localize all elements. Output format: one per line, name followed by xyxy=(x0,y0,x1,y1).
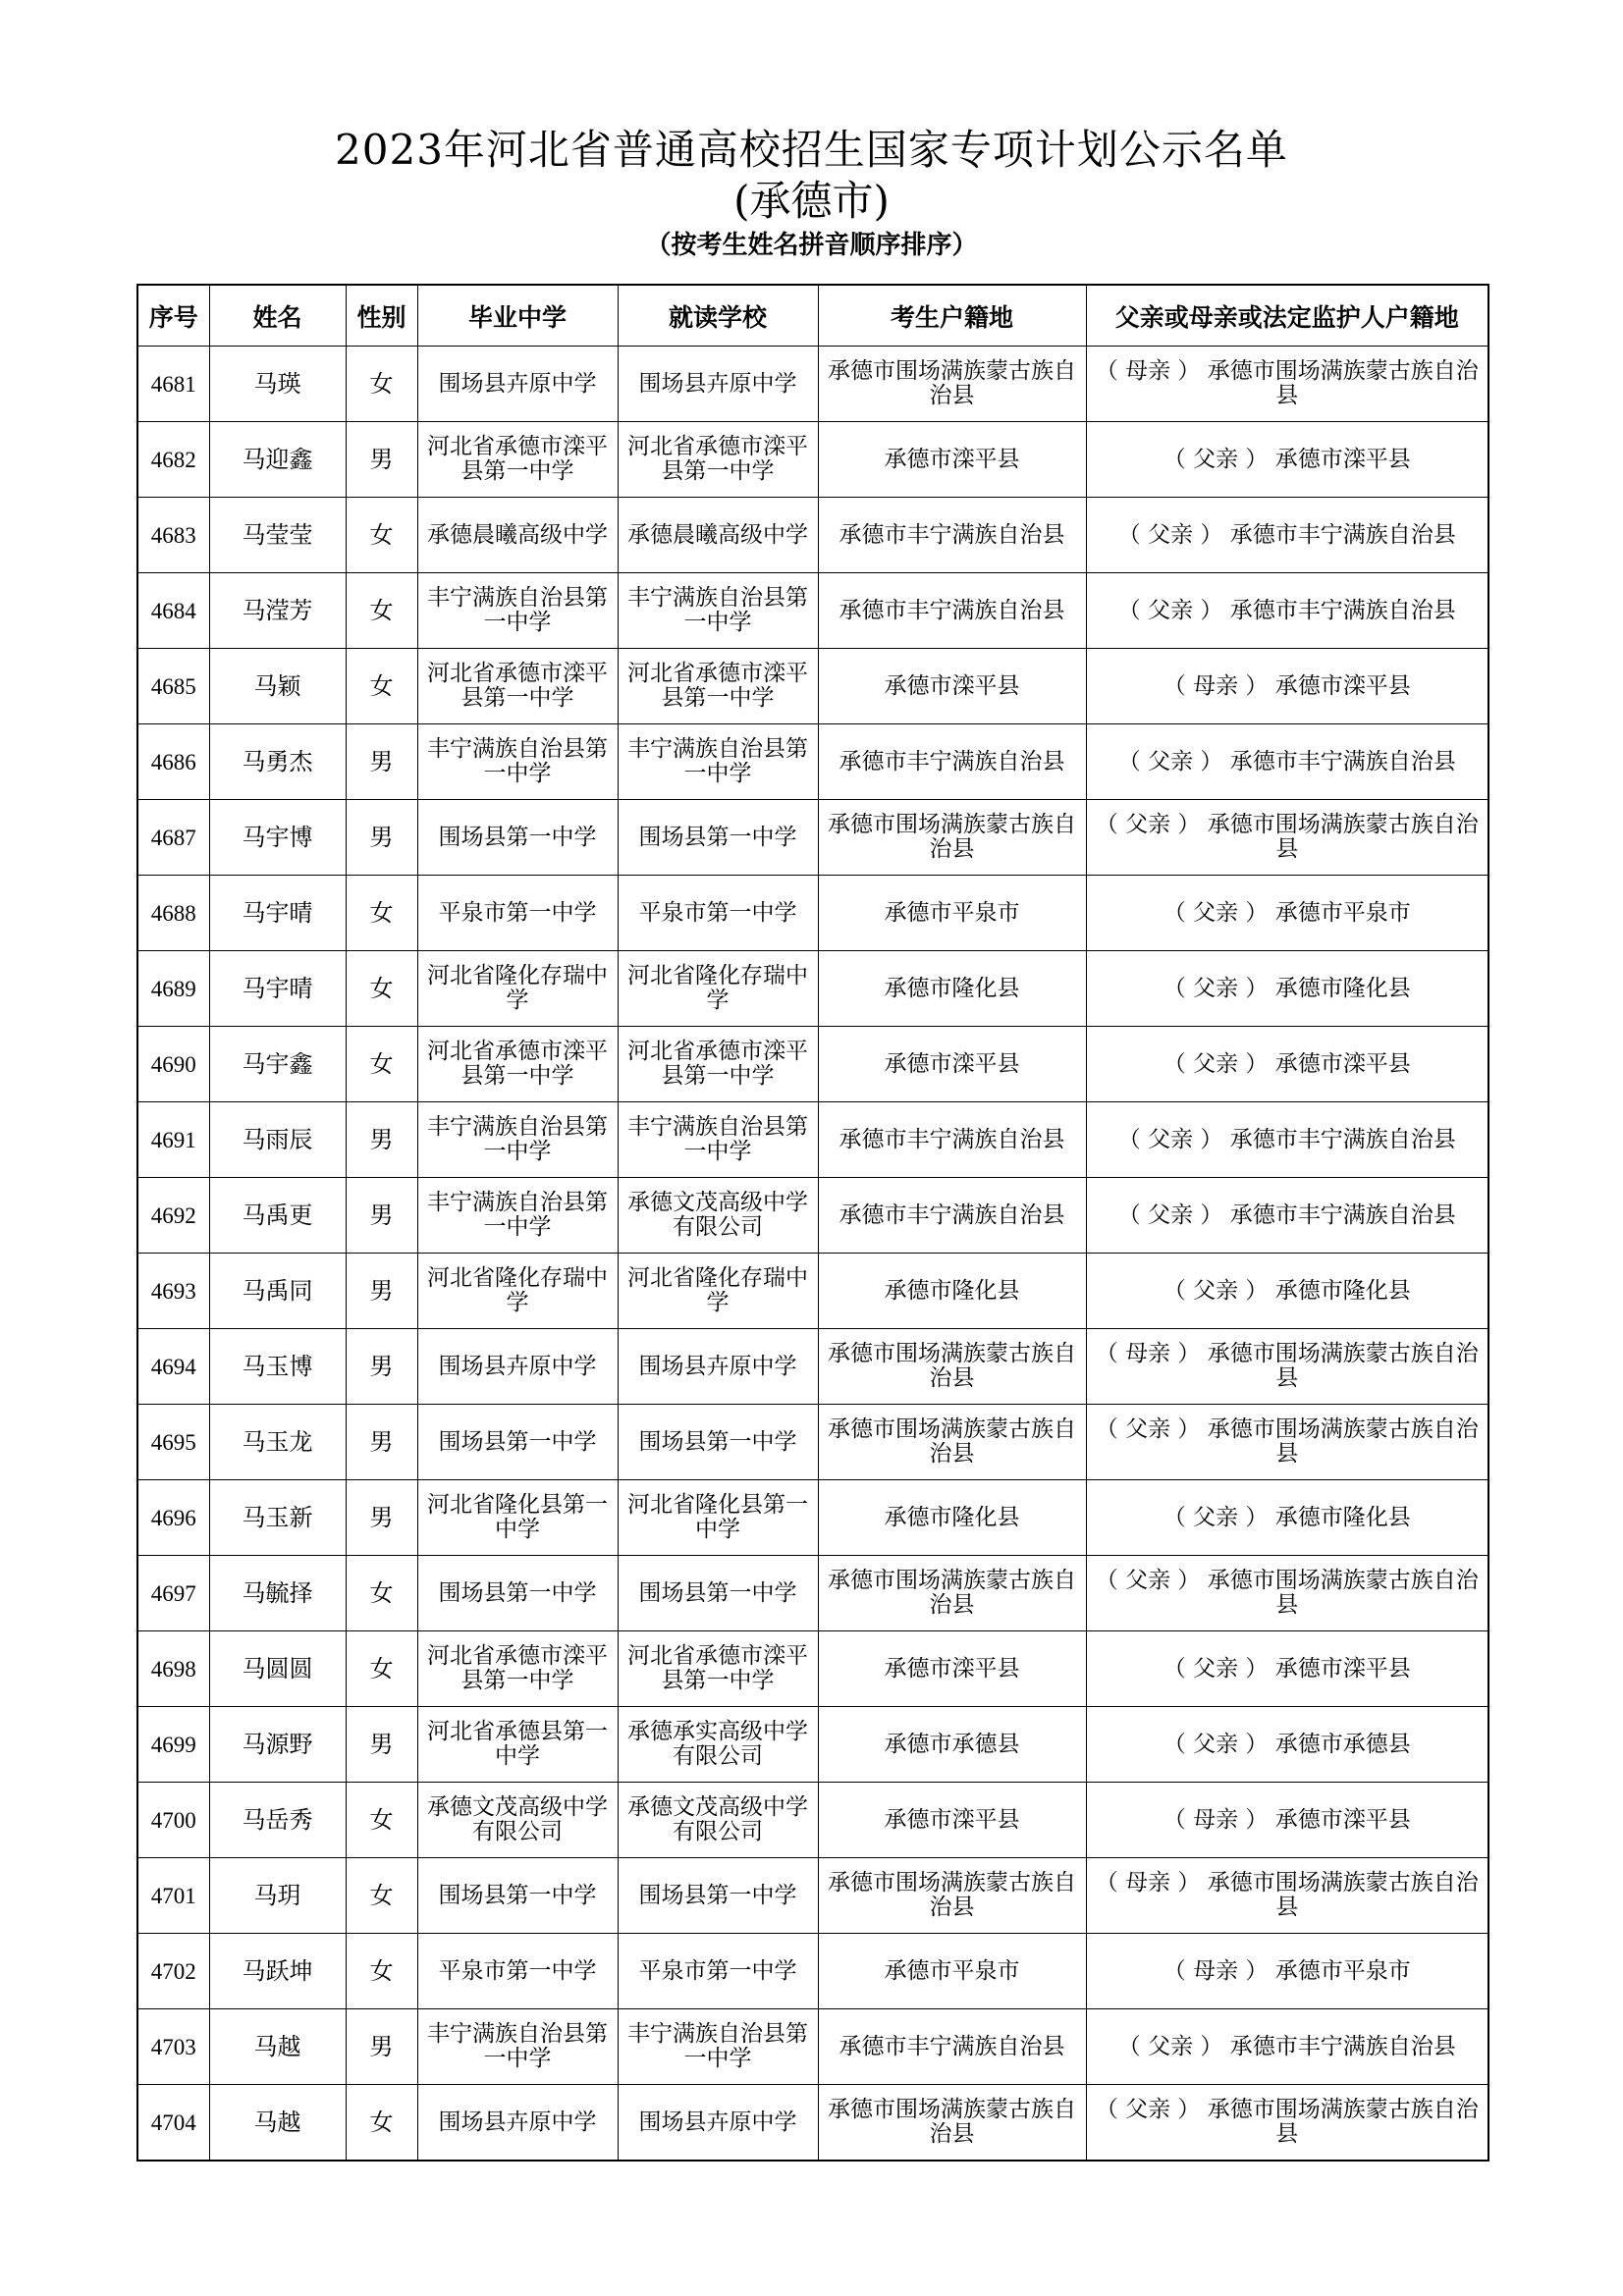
cell-seq: 4704 xyxy=(137,2085,209,2162)
cell-name: 马源野 xyxy=(209,1707,346,1783)
cell-hukou: 承德市丰宁满族自治县 xyxy=(818,2009,1086,2085)
cell-grad-school: 承德晨曦高级中学 xyxy=(417,498,618,573)
cell-current-school: 承德承实高级中学有限公司 xyxy=(618,1707,818,1783)
cell-seq: 4690 xyxy=(137,1027,209,1102)
cell-hukou: 承德市滦平县 xyxy=(818,1631,1086,1707)
cell-grad-school: 丰宁满族自治县第一中学 xyxy=(417,1178,618,1254)
cell-current-school: 丰宁满族自治县第一中学 xyxy=(618,573,818,649)
cell-hukou: 承德市滦平县 xyxy=(818,1027,1086,1102)
cell-guardian-hukou: （ 父亲 ） 承德市丰宁满族自治县 xyxy=(1086,1102,1488,1178)
cell-gender: 女 xyxy=(346,1631,417,1707)
table-row xyxy=(137,724,1488,800)
table-row xyxy=(137,1027,1488,1102)
cell-hukou: 承德市丰宁满族自治县 xyxy=(818,724,1086,800)
cell-current-school: 平泉市第一中学 xyxy=(618,876,818,951)
table-row xyxy=(137,1254,1488,1329)
table-row xyxy=(137,1480,1488,1556)
cell-seq: 4681 xyxy=(137,347,209,422)
cell-seq: 4695 xyxy=(137,1405,209,1480)
header-grad-school: 毕业中学 xyxy=(417,285,618,347)
cell-hukou: 承德市隆化县 xyxy=(818,1480,1086,1556)
cell-seq: 4692 xyxy=(137,1178,209,1254)
cell-seq: 4683 xyxy=(137,498,209,573)
cell-name: 马玉新 xyxy=(209,1480,346,1556)
cell-current-school: 丰宁满族自治县第一中学 xyxy=(618,724,818,800)
cell-guardian-hukou: （ 母亲 ） 承德市围场满族蒙古族自治县 xyxy=(1086,1329,1488,1405)
header-current-school: 就读学校 xyxy=(618,285,818,347)
table-row xyxy=(137,1858,1488,1934)
cell-guardian-hukou: （ 父亲 ） 承德市丰宁满族自治县 xyxy=(1086,2009,1488,2085)
cell-name: 马勇杰 xyxy=(209,724,346,800)
cell-hukou: 承德市平泉市 xyxy=(818,876,1086,951)
sort-note: （按考生姓名拼音顺序排序） xyxy=(645,231,978,260)
cell-guardian-hukou: （ 父亲 ） 承德市滦平县 xyxy=(1086,1631,1488,1707)
table-row xyxy=(137,1631,1488,1707)
cell-current-school: 河北省承德市滦平县第一中学 xyxy=(618,422,818,498)
cell-seq: 4682 xyxy=(137,422,209,498)
cell-name: 马越 xyxy=(209,2085,346,2162)
table-row xyxy=(137,800,1488,876)
cell-grad-school: 围场县卉原中学 xyxy=(417,347,618,422)
cell-grad-school: 河北省承德市滦平县第一中学 xyxy=(417,649,618,724)
table-row xyxy=(137,1934,1488,2009)
cell-grad-school: 河北省承德县第一中学 xyxy=(417,1707,618,1783)
cell-name: 马禹更 xyxy=(209,1178,346,1254)
cell-guardian-hukou: （ 母亲 ） 承德市围场满族蒙古族自治县 xyxy=(1086,347,1488,422)
cell-gender: 女 xyxy=(346,573,417,649)
cell-current-school: 围场县第一中学 xyxy=(618,1858,818,1934)
cell-grad-school: 围场县第一中学 xyxy=(417,1858,618,1934)
cell-grad-school: 河北省承德市滦平县第一中学 xyxy=(417,422,618,498)
cell-name: 马迎鑫 xyxy=(209,422,346,498)
cell-gender: 女 xyxy=(346,1027,417,1102)
cell-current-school: 围场县第一中学 xyxy=(618,1556,818,1631)
cell-name: 马颖 xyxy=(209,649,346,724)
cell-hukou: 承德市隆化县 xyxy=(818,951,1086,1027)
cell-grad-school: 围场县卉原中学 xyxy=(417,2085,618,2162)
cell-seq: 4701 xyxy=(137,1858,209,1934)
cell-name: 马宇晴 xyxy=(209,876,346,951)
cell-seq: 4697 xyxy=(137,1556,209,1631)
cell-hukou: 承德市围场满族蒙古族自治县 xyxy=(818,1329,1086,1405)
cell-hukou: 承德市丰宁满族自治县 xyxy=(818,573,1086,649)
cell-gender: 男 xyxy=(346,800,417,876)
table-row xyxy=(137,422,1488,498)
table-row xyxy=(137,951,1488,1027)
header-hukou: 考生户籍地 xyxy=(818,285,1086,347)
cell-name: 马莹莹 xyxy=(209,498,346,573)
cell-guardian-hukou: （ 父亲 ） 承德市围场满族蒙古族自治县 xyxy=(1086,1405,1488,1480)
cell-hukou: 承德市丰宁满族自治县 xyxy=(818,498,1086,573)
cell-guardian-hukou: （ 父亲 ） 承德市滦平县 xyxy=(1086,422,1488,498)
table-row xyxy=(137,1405,1488,1480)
table-row xyxy=(137,1329,1488,1405)
cell-gender: 女 xyxy=(346,498,417,573)
cell-name: 马宇鑫 xyxy=(209,1027,346,1102)
cell-name: 马禹同 xyxy=(209,1254,346,1329)
cell-name: 马岳秀 xyxy=(209,1783,346,1858)
cell-hukou: 承德市滦平县 xyxy=(818,422,1086,498)
cell-guardian-hukou: （ 母亲 ） 承德市滦平县 xyxy=(1086,649,1488,724)
cell-grad-school: 承德文茂高级中学有限公司 xyxy=(417,1783,618,1858)
cell-seq: 4685 xyxy=(137,649,209,724)
cell-grad-school: 丰宁满族自治县第一中学 xyxy=(417,2009,618,2085)
cell-guardian-hukou: （ 父亲 ） 承德市丰宁满族自治县 xyxy=(1086,724,1488,800)
cell-grad-school: 围场县卉原中学 xyxy=(417,1329,618,1405)
cell-guardian-hukou: （ 母亲 ） 承德市滦平县 xyxy=(1086,1783,1488,1858)
cell-grad-school: 河北省隆化存瑞中学 xyxy=(417,1254,618,1329)
table-row xyxy=(137,347,1488,422)
cell-gender: 女 xyxy=(346,876,417,951)
cell-grad-school: 丰宁满族自治县第一中学 xyxy=(417,573,618,649)
cell-gender: 女 xyxy=(346,1556,417,1631)
cell-current-school: 丰宁满族自治县第一中学 xyxy=(618,2009,818,2085)
cell-grad-school: 河北省隆化县第一中学 xyxy=(417,1480,618,1556)
cell-hukou: 承德市滦平县 xyxy=(818,649,1086,724)
cell-current-school: 河北省承德市滦平县第一中学 xyxy=(618,1631,818,1707)
cell-hukou: 承德市围场满族蒙古族自治县 xyxy=(818,800,1086,876)
cell-grad-school: 河北省承德市滦平县第一中学 xyxy=(417,1631,618,1707)
cell-hukou: 承德市围场满族蒙古族自治县 xyxy=(818,347,1086,422)
cell-current-school: 承德文茂高级中学有限公司 xyxy=(618,1178,818,1254)
cell-guardian-hukou: （ 父亲 ） 承德市围场满族蒙古族自治县 xyxy=(1086,2085,1488,2162)
table-row xyxy=(137,1783,1488,1858)
cell-name: 马雨辰 xyxy=(209,1102,346,1178)
table-row xyxy=(137,2085,1488,2162)
cell-name: 马玥 xyxy=(209,1858,346,1934)
cell-grad-school: 河北省隆化存瑞中学 xyxy=(417,951,618,1027)
cell-name: 马圆圆 xyxy=(209,1631,346,1707)
cell-hukou: 承德市丰宁满族自治县 xyxy=(818,1102,1086,1178)
cell-hukou: 承德市滦平县 xyxy=(818,1783,1086,1858)
table-row xyxy=(137,498,1488,573)
cell-current-school: 河北省承德市滦平县第一中学 xyxy=(618,649,818,724)
cell-gender: 女 xyxy=(346,1783,417,1858)
cell-seq: 4694 xyxy=(137,1329,209,1405)
table-row xyxy=(137,1707,1488,1783)
header-guardian-hukou: 父亲或母亲或法定监护人户籍地 xyxy=(1086,285,1488,347)
cell-current-school: 丰宁满族自治县第一中学 xyxy=(618,1102,818,1178)
cell-name: 马越 xyxy=(209,2009,346,2085)
cell-current-school: 平泉市第一中学 xyxy=(618,1934,818,2009)
cell-seq: 4703 xyxy=(137,2009,209,2085)
cell-grad-school: 丰宁满族自治县第一中学 xyxy=(417,724,618,800)
cell-seq: 4699 xyxy=(137,1707,209,1783)
cell-guardian-hukou: （ 父亲 ） 承德市丰宁满族自治县 xyxy=(1086,498,1488,573)
page-subtitle: (承德市) xyxy=(733,177,890,225)
cell-gender: 女 xyxy=(346,1934,417,2009)
cell-gender: 男 xyxy=(346,422,417,498)
cell-grad-school: 围场县第一中学 xyxy=(417,1556,618,1631)
header-seq: 序号 xyxy=(137,285,209,347)
cell-current-school: 河北省承德市滦平县第一中学 xyxy=(618,1027,818,1102)
header-gender: 性别 xyxy=(346,285,417,347)
cell-seq: 4689 xyxy=(137,951,209,1027)
cell-seq: 4687 xyxy=(137,800,209,876)
cell-grad-school: 围场县第一中学 xyxy=(417,1405,618,1480)
cell-seq: 4693 xyxy=(137,1254,209,1329)
cell-guardian-hukou: （ 父亲 ） 承德市围场满族蒙古族自治县 xyxy=(1086,800,1488,876)
cell-current-school: 围场县第一中学 xyxy=(618,1405,818,1480)
table-header-row xyxy=(137,285,1488,347)
cell-seq: 4688 xyxy=(137,876,209,951)
cell-hukou: 承德市围场满族蒙古族自治县 xyxy=(818,2085,1086,2162)
cell-guardian-hukou: （ 父亲 ） 承德市丰宁满族自治县 xyxy=(1086,573,1488,649)
table-row xyxy=(137,649,1488,724)
cell-guardian-hukou: （ 父亲 ） 承德市隆化县 xyxy=(1086,1480,1488,1556)
cell-name: 马宇博 xyxy=(209,800,346,876)
cell-hukou: 承德市围场满族蒙古族自治县 xyxy=(818,1556,1086,1631)
cell-guardian-hukou: （ 父亲 ） 承德市承德县 xyxy=(1086,1707,1488,1783)
table-row xyxy=(137,573,1488,649)
cell-current-school: 承德文茂高级中学有限公司 xyxy=(618,1783,818,1858)
cell-gender: 男 xyxy=(346,1707,417,1783)
cell-hukou: 承德市承德县 xyxy=(818,1707,1086,1783)
cell-guardian-hukou: （ 父亲 ） 承德市丰宁满族自治县 xyxy=(1086,1178,1488,1254)
cell-gender: 男 xyxy=(346,1254,417,1329)
cell-grad-school: 平泉市第一中学 xyxy=(417,876,618,951)
cell-hukou: 承德市丰宁满族自治县 xyxy=(818,1178,1086,1254)
header-name: 姓名 xyxy=(209,285,346,347)
cell-current-school: 承德晨曦高级中学 xyxy=(618,498,818,573)
cell-seq: 4702 xyxy=(137,1934,209,2009)
cell-grad-school: 丰宁满族自治县第一中学 xyxy=(417,1102,618,1178)
cell-current-school: 河北省隆化存瑞中学 xyxy=(618,1254,818,1329)
cell-gender: 男 xyxy=(346,1480,417,1556)
cell-grad-school: 围场县第一中学 xyxy=(417,800,618,876)
cell-gender: 男 xyxy=(346,1405,417,1480)
cell-gender: 女 xyxy=(346,2085,417,2162)
cell-name: 马跃坤 xyxy=(209,1934,346,2009)
cell-grad-school: 河北省承德市滦平县第一中学 xyxy=(417,1027,618,1102)
page-title: 2023年河北省普通高校招生国家专项计划公示名单 xyxy=(335,126,1288,174)
cell-current-school: 围场县卉原中学 xyxy=(618,347,818,422)
cell-hukou: 承德市平泉市 xyxy=(818,1934,1086,2009)
cell-guardian-hukou: （ 父亲 ） 承德市平泉市 xyxy=(1086,876,1488,951)
cell-gender: 女 xyxy=(346,347,417,422)
cell-current-school: 围场县卉原中学 xyxy=(618,2085,818,2162)
table-row xyxy=(137,1102,1488,1178)
cell-gender: 女 xyxy=(346,1858,417,1934)
cell-gender: 男 xyxy=(346,1178,417,1254)
cell-gender: 男 xyxy=(346,1329,417,1405)
cell-current-school: 河北省隆化县第一中学 xyxy=(618,1480,818,1556)
cell-guardian-hukou: （ 母亲 ） 承德市平泉市 xyxy=(1086,1934,1488,2009)
cell-name: 马宇晴 xyxy=(209,951,346,1027)
cell-seq: 4700 xyxy=(137,1783,209,1858)
cell-name: 马滢芳 xyxy=(209,573,346,649)
cell-hukou: 承德市围场满族蒙古族自治县 xyxy=(818,1405,1086,1480)
cell-guardian-hukou: （ 父亲 ） 承德市滦平县 xyxy=(1086,1027,1488,1102)
cell-seq: 4698 xyxy=(137,1631,209,1707)
cell-seq: 4696 xyxy=(137,1480,209,1556)
cell-seq: 4686 xyxy=(137,724,209,800)
cell-hukou: 承德市隆化县 xyxy=(818,1254,1086,1329)
cell-guardian-hukou: （ 父亲 ） 承德市围场满族蒙古族自治县 xyxy=(1086,1556,1488,1631)
cell-name: 马玉龙 xyxy=(209,1405,346,1480)
cell-gender: 女 xyxy=(346,649,417,724)
cell-seq: 4684 xyxy=(137,573,209,649)
cell-gender: 男 xyxy=(346,1102,417,1178)
cell-gender: 男 xyxy=(346,724,417,800)
table-body xyxy=(137,347,1488,2162)
cell-hukou: 承德市围场满族蒙古族自治县 xyxy=(818,1858,1086,1934)
cell-name: 马瑛 xyxy=(209,347,346,422)
table-row xyxy=(137,1178,1488,1254)
cell-gender: 男 xyxy=(346,2009,417,2085)
cell-current-school: 河北省隆化存瑞中学 xyxy=(618,951,818,1027)
cell-grad-school: 平泉市第一中学 xyxy=(417,1934,618,2009)
cell-guardian-hukou: （ 父亲 ） 承德市隆化县 xyxy=(1086,951,1488,1027)
table-row xyxy=(137,2009,1488,2085)
table-row xyxy=(137,1556,1488,1631)
cell-gender: 女 xyxy=(346,951,417,1027)
cell-current-school: 围场县卉原中学 xyxy=(618,1329,818,1405)
table-row xyxy=(137,876,1488,951)
cell-name: 马玉博 xyxy=(209,1329,346,1405)
cell-seq: 4691 xyxy=(137,1102,209,1178)
cell-name: 马毓择 xyxy=(209,1556,346,1631)
cell-guardian-hukou: （ 父亲 ） 承德市隆化县 xyxy=(1086,1254,1488,1329)
roster-table xyxy=(136,284,1489,2162)
cell-current-school: 围场县第一中学 xyxy=(618,800,818,876)
cell-guardian-hukou: （ 母亲 ） 承德市围场满族蒙古族自治县 xyxy=(1086,1858,1488,1934)
